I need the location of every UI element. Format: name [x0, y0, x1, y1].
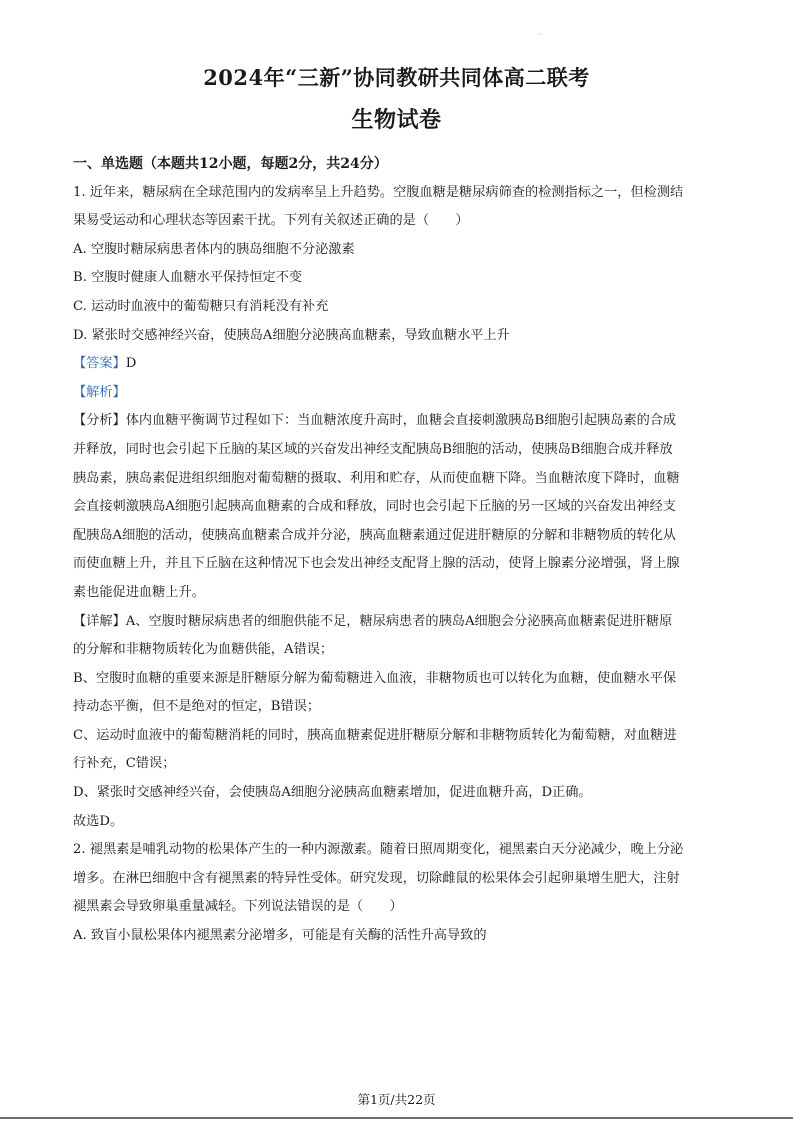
q1-option-c: C. 运动时血液中的葡萄糖只有消耗没有补充 [73, 298, 329, 314]
q1-option-b: B. 空腹时健康人血糖水平保持恒定不变 [73, 270, 303, 286]
xiangjie-tag: 【详解】 [73, 613, 126, 629]
q1-option-d: D. 紧张时交感神经兴奋，使胰岛A细胞分泌胰高血糖素，导致血糖水平上升 [73, 327, 510, 343]
q1-fenxi-line [73, 407, 723, 436]
q2-stem-line: 褪黑素会导致卵巢重量减轻。下列说法错误的是（ ） [73, 899, 403, 915]
xiangjie-text: A、空腹时糖尿病患者的细胞供能不足，糖尿病患者的胰岛A细胞会分泌胰高血糖素促进肝糖原 [125, 613, 673, 629]
q1-fenxi-line: 会直接刺激胰岛A细胞引起胰高血糖素的合成和释放，同时也会引起下丘脑的另一区域的兴奋发出神经支 [73, 499, 676, 515]
q2-stem-line: 2. 褪黑素是哺乳动物的松果体产生的一种内源激素。随着日照周期变化，褪黑素白天分泌减少，晚上分泌 [73, 842, 684, 858]
q1-xiangjie-line: 的分解和非糖物质转化为血糖供能，A错误； [73, 642, 334, 658]
question-2 [73, 836, 723, 950]
fenxi-tag: 【分析】 [73, 413, 126, 429]
bottom-divider [0, 1117, 793, 1119]
q1-xiangjie-line: 持动态平衡，但不是绝对的恒定，B错误； [73, 699, 321, 715]
q1-stem-line: 果易受运动和心理状态等因素干扰。下列有关叙述正确的是（ ） [73, 213, 469, 229]
q2-option-a: A. 致盲小鼠松果体内褪黑素分泌增多，可能是有关酶的活性升高导致的 [73, 928, 487, 944]
q1-fenxi-line: 并释放，同时也会引起下丘脑的某区域的兴奋发出神经支配胰岛B细胞的活动，使胰岛B细胞合成并释放 [73, 441, 673, 457]
scan-dot: · [538, 30, 541, 39]
q2-stem-line: 增多。在淋巴细胞中含有褪黑素的特异性受体。研究发现，切除雌鼠的松果体会引起卵巢增生肥大，注射 [73, 870, 680, 886]
page-number: 第1页/共22页 [357, 1092, 436, 1107]
exam-title: 2024年“三新”协同教研共同体高二联考 [203, 65, 590, 90]
q1-conclusion: 故选D。 [73, 813, 124, 829]
q1-option-a: A. 空腹时糖尿病患者体内的胰岛细胞不分泌激素 [73, 241, 355, 257]
q1-fenxi-line: 而使血糖上升，并且下丘脑在这种情况下也会发出神经支配肾上腺的活动，使肾上腺素分泌增强，肾上腺 [73, 556, 680, 572]
exam-content [73, 150, 723, 951]
fenxi-text: 体内血糖平衡调节过程如下：当血糖浓度升高时，血糖会直接刺激胰岛B细胞引起胰岛素的合成 [125, 413, 677, 429]
q1-xiangjie-line: C、运动时血液中的葡萄糖消耗的同时，胰高血糖素促进肝糖原分解和非糖物质转化为葡萄糖，对血糖进 [73, 727, 677, 743]
q1-xiangjie-line [73, 608, 723, 637]
q1-answer [73, 350, 723, 379]
analysis-tag: 【解析】 [73, 384, 126, 400]
question-1 [73, 179, 723, 837]
q1-fenxi-line: 配胰岛A细胞的活动，使胰高血糖素合成并分泌，胰高血糖素通过促进肝糖原的分解和非糖物质的转化从 [73, 527, 676, 543]
answer-value: D [125, 356, 137, 372]
q1-fenxi-line: 胰岛素，胰岛素促进组织细胞对葡萄糖的摄取、利用和贮存，从而使血糖下降。当血糖浓度下降时，血糖 [73, 470, 680, 486]
q1-xiangjie-line: 行补充，C错误； [73, 756, 176, 772]
section-heading: 一、单选题（本题共12小题，每题2分，共24分） [73, 156, 388, 172]
q1-stem-line: 1. 近年来，糖尿病在全球范围内的发病率呈上升趋势。空腹血糖是糖尿病筛查的检测指标之一，但检测结 [73, 184, 684, 200]
q1-xiangjie-line: B、空腹时血糖的重要来源是肝糖原分解为葡萄糖进入血液，非糖物质也可以转化为血糖，使血糖水平保 [73, 670, 677, 686]
exam-subject: 生物试卷 [351, 107, 442, 133]
q1-fenxi-line: 素也能促进血糖上升。 [73, 584, 205, 600]
q1-xiangjie-line: D、紧张时交感神经兴奋，会使胰岛A细胞分泌胰高血糖素增加，促进血糖升高，D正确。 [73, 785, 592, 801]
answer-tag: 【答案】 [73, 356, 126, 372]
q1-analysis-heading [73, 379, 723, 408]
